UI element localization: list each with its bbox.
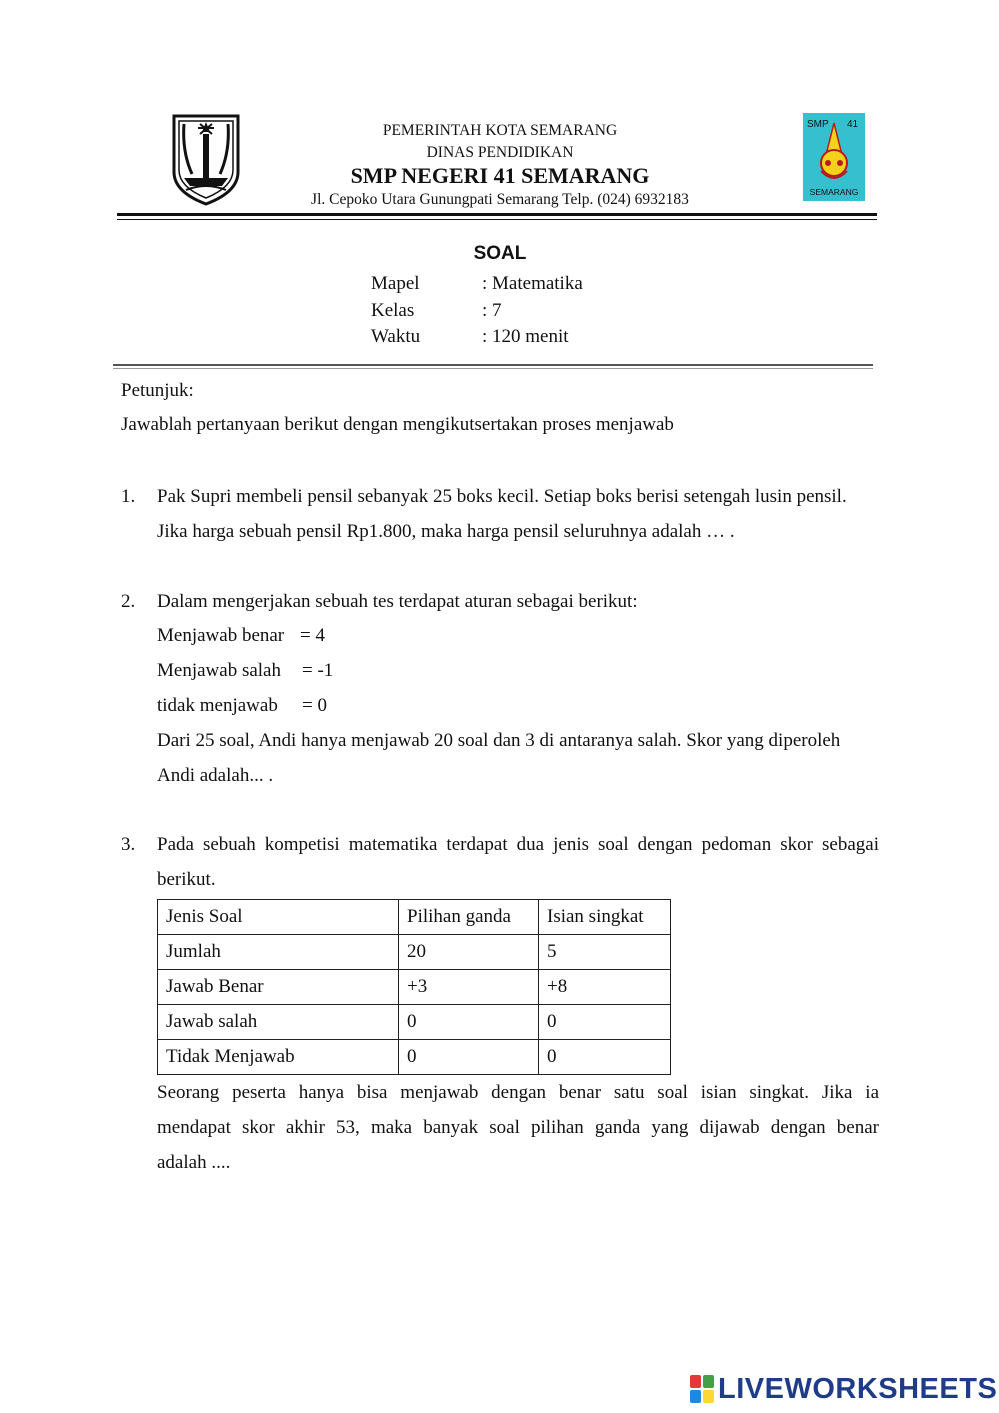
instructions-label: Petunjuk:	[121, 380, 194, 401]
question-3-number: 3.	[121, 834, 136, 855]
rule-blank-label: tidak menjawab	[157, 695, 278, 716]
table-cell: 0	[539, 1040, 671, 1075]
question-2-number: 2.	[121, 591, 136, 612]
table-header: Isian singkat	[539, 900, 671, 935]
question-3-after-3: adalah ....	[157, 1152, 231, 1173]
city-emblem-logo	[170, 112, 242, 206]
rule-wrong-label: Menjawab salah	[157, 660, 281, 681]
table-row	[158, 1040, 671, 1075]
table-row	[158, 1005, 671, 1040]
liveworksheets-watermark[interactable]	[690, 1372, 997, 1406]
table-cell: 0	[399, 1040, 539, 1075]
instructions-text: Jawablah pertanyaan berikut dengan mengikutsertakan proses menjawab	[121, 414, 674, 435]
question-1-line-1: Pak Supri membeli pensil sebanyak 25 boks kecil. Setiap boks berisi setengah lusin pensil.	[157, 486, 847, 507]
meta-value-subject: : Matematika	[482, 273, 583, 294]
table-row	[158, 970, 671, 1005]
section-rule-shadow	[113, 368, 873, 369]
letterhead-rule-thick	[117, 213, 877, 216]
question-3-after-1: Seorang peserta hanya bisa menjawab dengan benar satu soal isian singkat. Jika ia	[157, 1082, 879, 1103]
table-cell: Jumlah	[158, 935, 399, 970]
question-2-line-5: Dari 25 soal, Andi hanya menjawab 20 soal dan 3 di antaranya salah. Skor yang diperoleh	[157, 730, 841, 751]
question-3-line-2: berikut.	[157, 869, 216, 890]
table-header-row	[158, 900, 671, 935]
letterhead-address: Jl. Cepoko Utara Gunungpati Semarang Telp. (024) 6932183	[311, 191, 689, 208]
table-cell: +3	[399, 970, 539, 1005]
letterhead-school-name: SMP NEGERI 41 SEMARANG	[350, 163, 650, 188]
question-3-line-1: Pada sebuah kompetisi matematika terdapat dua jenis soal dengan pedoman skor sebagai	[157, 834, 879, 855]
letterhead-department: DINAS PENDIDIKAN	[426, 144, 574, 161]
rule-correct-value: = 4	[300, 625, 325, 646]
meta-value-time: : 120 menit	[482, 326, 569, 347]
rule-correct-label: Menjawab benar	[157, 625, 285, 646]
rule-wrong-value: = -1	[302, 660, 334, 681]
table-cell: Jawab Benar	[158, 970, 399, 1005]
question-3-after-2: mendapat skor akhir 53, maka banyak soal pilihan ganda yang dijawab dengan benar	[157, 1117, 879, 1138]
table-header: Pilihan ganda	[399, 900, 539, 935]
logo-city-text: SEMARANG	[809, 187, 859, 197]
meta-value-class: : 7	[482, 300, 502, 321]
question-2-line-6: Andi adalah... .	[157, 765, 274, 786]
table-cell: 20	[399, 935, 539, 970]
logo-number-text: 41	[847, 119, 859, 130]
question-1-number: 1.	[121, 486, 136, 507]
meta-label-subject: Mapel	[371, 273, 420, 294]
liveworksheets-icon	[690, 1375, 714, 1403]
meta-label-time: Waktu	[371, 326, 421, 347]
question-1-line-2: Jika harga sebuah pensil Rp1.800, maka harga pensil seluruhnya adalah … .	[157, 521, 735, 542]
meta-label-class: Kelas	[371, 300, 415, 321]
table-cell: +8	[539, 970, 671, 1005]
table-cell: 0	[399, 1005, 539, 1040]
table-cell: 0	[539, 1005, 671, 1040]
question-2-line-1: Dalam mengerjakan sebuah tes terdapat aturan sebagai berikut:	[157, 591, 638, 612]
table-cell: Jawab salah	[158, 1005, 399, 1040]
table-row	[158, 935, 671, 970]
letterhead-government: PEMERINTAH KOTA SEMARANG	[382, 122, 618, 139]
logo-smp-text: SMP	[807, 119, 829, 130]
section-rule	[113, 364, 873, 366]
score-table	[157, 899, 671, 1075]
table-cell: 5	[539, 935, 671, 970]
letterhead-rule-thin	[117, 219, 877, 220]
table-cell: Tidak Menjawab	[158, 1040, 399, 1075]
liveworksheets-text: LIVEWORKSHEETS	[718, 1372, 998, 1405]
rule-blank-value: = 0	[302, 695, 327, 716]
table-header: Jenis Soal	[158, 900, 399, 935]
page-title: SOAL	[473, 243, 527, 264]
school-logo	[803, 113, 865, 201]
